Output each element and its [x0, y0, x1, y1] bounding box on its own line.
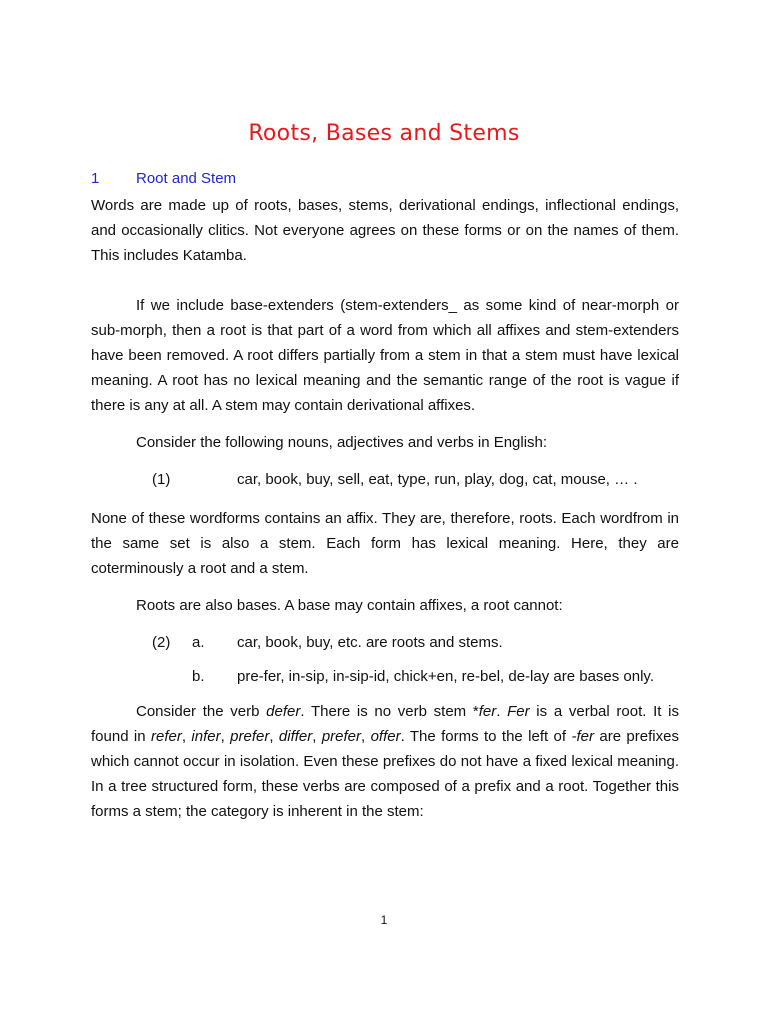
paragraph-2: If we include base-extenders (stem-extenders_ as some kind of near-morph or sub-morph, then a root is that part of a word from which all affixes and stem-extenders have been removed. A root differs partially from a stem in that a stem must have lexical meaning. A root has no lexical meaning and the semantic range of the root is vague if there is any at all. A stem may contain derivational affixes. — [91, 297, 679, 414]
word-defer: defer — [266, 703, 301, 720]
paragraph-4: None of these wordforms contains an affix. They are, therefore, roots. Each wordfrom in the same set is also a stem. Each form has lexical meaning. Here, they are coterminously a root and a stem. — [91, 510, 679, 577]
word-offer: offer — [370, 728, 401, 745]
example-2a-text: car, book, buy, etc. are roots and stems. — [237, 634, 503, 651]
paragraph-1: Words are made up of roots, bases, stems, derivational endings, inflectional endings, and occasionally clitics. Not everyone agrees on these forms or on the names of them. This includes Katamba. — [91, 197, 679, 264]
paragraph-3: Consider the following nouns, adjectives and verbs in English: — [136, 434, 548, 451]
page-number: 1 — [380, 913, 388, 927]
example-1-text: car, book, buy, sell, eat, type, run, play, dog, cat, mouse, … . — [237, 471, 638, 488]
word-fer: fer — [478, 703, 497, 720]
example-2-number: (2) — [152, 634, 171, 651]
example-1-number: (1) — [152, 471, 171, 488]
word-prefer: prefer — [230, 728, 270, 745]
example-2b-text: pre-fer, in-sip, in-sip-id, chick+en, re-bel, de-lay are bases only. — [237, 668, 654, 685]
section-label: Root and Stem — [136, 170, 237, 187]
paragraph-5: Roots are also bases. A base may contain affixes, a root cannot: — [136, 597, 563, 614]
word-prefer-2: prefer — [321, 728, 362, 745]
word-refer: refer — [151, 728, 182, 745]
example-2b-label: b. — [192, 668, 205, 685]
paragraph-6: Consider the verb defer. There is no verb stem *fer. Fer is a verbal root. It is found in refer, infer, prefer, differ, prefer, offer. The forms to the left of -fer are prefixes which cannot occur in isolation. Even these prefixes do not have a fixed lexical meaning. In a tree structured form, these verbs are composed of a prefix and a root. Together this forms a stem; the category is inherent in the stem: — [91, 703, 680, 820]
word-fer-suffix: -fer — [571, 728, 594, 745]
word-infer: infer — [191, 728, 221, 745]
word-Fer: Fer — [507, 703, 530, 720]
page-title: Roots, Bases and Stems — [248, 121, 520, 146]
section-number: 1 — [91, 170, 100, 187]
example-2a-label: a. — [192, 634, 205, 651]
word-differ: differ — [278, 728, 313, 745]
